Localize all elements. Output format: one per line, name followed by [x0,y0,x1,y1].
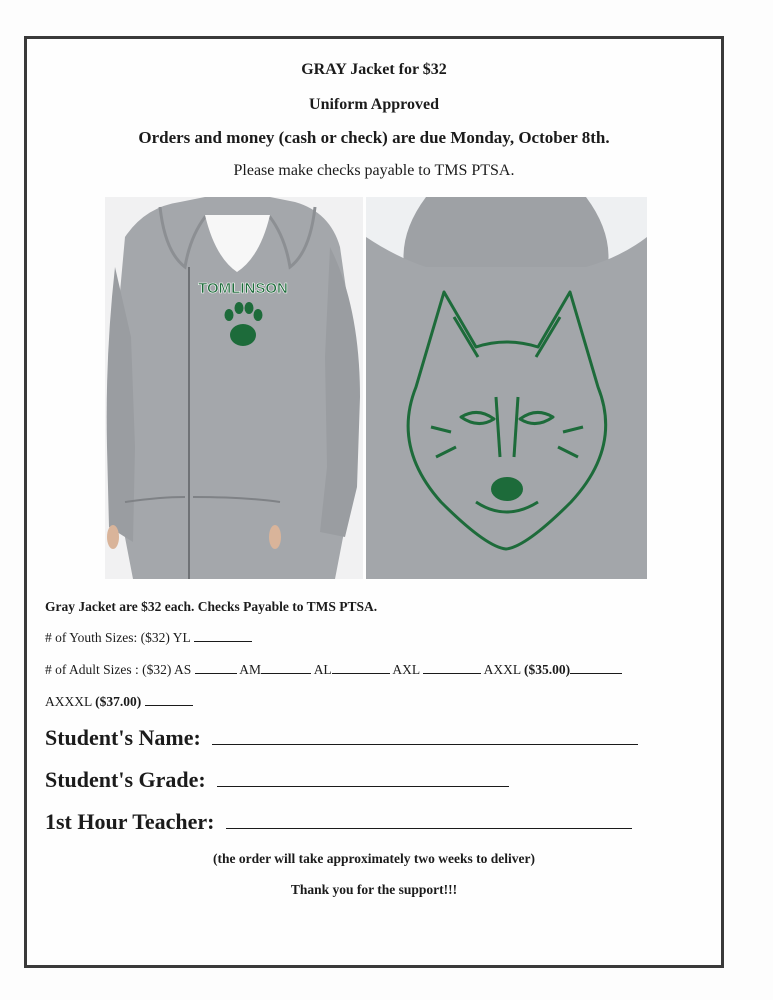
adult-am-label: AM [239,662,262,677]
student-grade-label: Student's Grade: [45,767,206,792]
due-date-line: Orders and money (cash or check) are due Monday, October 8th. [138,128,610,147]
adult-as-blank[interactable] [195,661,237,674]
flyer-frame [24,36,724,968]
adult-sizes-label: # of Adult Sizes : ($32) AS [45,662,192,677]
adult-axxxl-price: ($37.00) [95,694,142,709]
teacher-blank[interactable] [226,808,632,829]
adult-axxl-price: ($35.00) [523,662,571,677]
adult-axxl-label: AXXL [483,662,521,677]
checks-payable-line: Please make checks payable to TMS PTSA. [233,162,515,179]
adult-axxxl-row [45,693,193,710]
uniform-approved-line: Uniform Approved [309,96,439,113]
adult-axxxl-blank[interactable] [145,693,193,706]
thank-you-note: Thank you for the support!!! [290,882,458,897]
student-name-blank[interactable] [212,724,638,745]
jacket-front-photo [105,197,363,579]
title-line: GRAY Jacket for $32 [301,61,447,78]
youth-yl-blank[interactable] [194,629,252,642]
adult-am-blank[interactable] [261,661,311,674]
adult-sizes-row [45,661,622,678]
youth-sizes-row [45,629,252,646]
adult-al-blank[interactable] [332,661,390,674]
student-grade-row [45,766,509,793]
jacket-back-illustration [366,197,647,579]
price-note: Gray Jacket are $32 each. Checks Payable to TMS PTSA. [45,599,378,614]
wolf-nose-icon [491,477,523,501]
student-name-row [45,724,638,751]
jacket-front-illustration [105,197,363,579]
student-grade-blank[interactable] [217,766,509,787]
adult-axl-label: AXL [392,662,420,677]
adult-al-label: AL [313,662,332,677]
jacket-back-photo [366,197,647,579]
teacher-label: 1st Hour Teacher: [45,809,215,834]
youth-sizes-label: # of Youth Sizes: ($32) YL [45,630,191,645]
adult-axxl-blank[interactable] [570,661,622,674]
teacher-row [45,808,632,835]
adult-axxxl-label: AXXXL [45,694,92,709]
adult-axl-blank[interactable] [423,661,481,674]
student-name-label: Student's Name: [45,725,201,750]
tomlinson-logo-text: TOMLINSON [198,280,288,297]
delivery-note: (the order will take approximately two weeks to deliver) [213,851,535,866]
